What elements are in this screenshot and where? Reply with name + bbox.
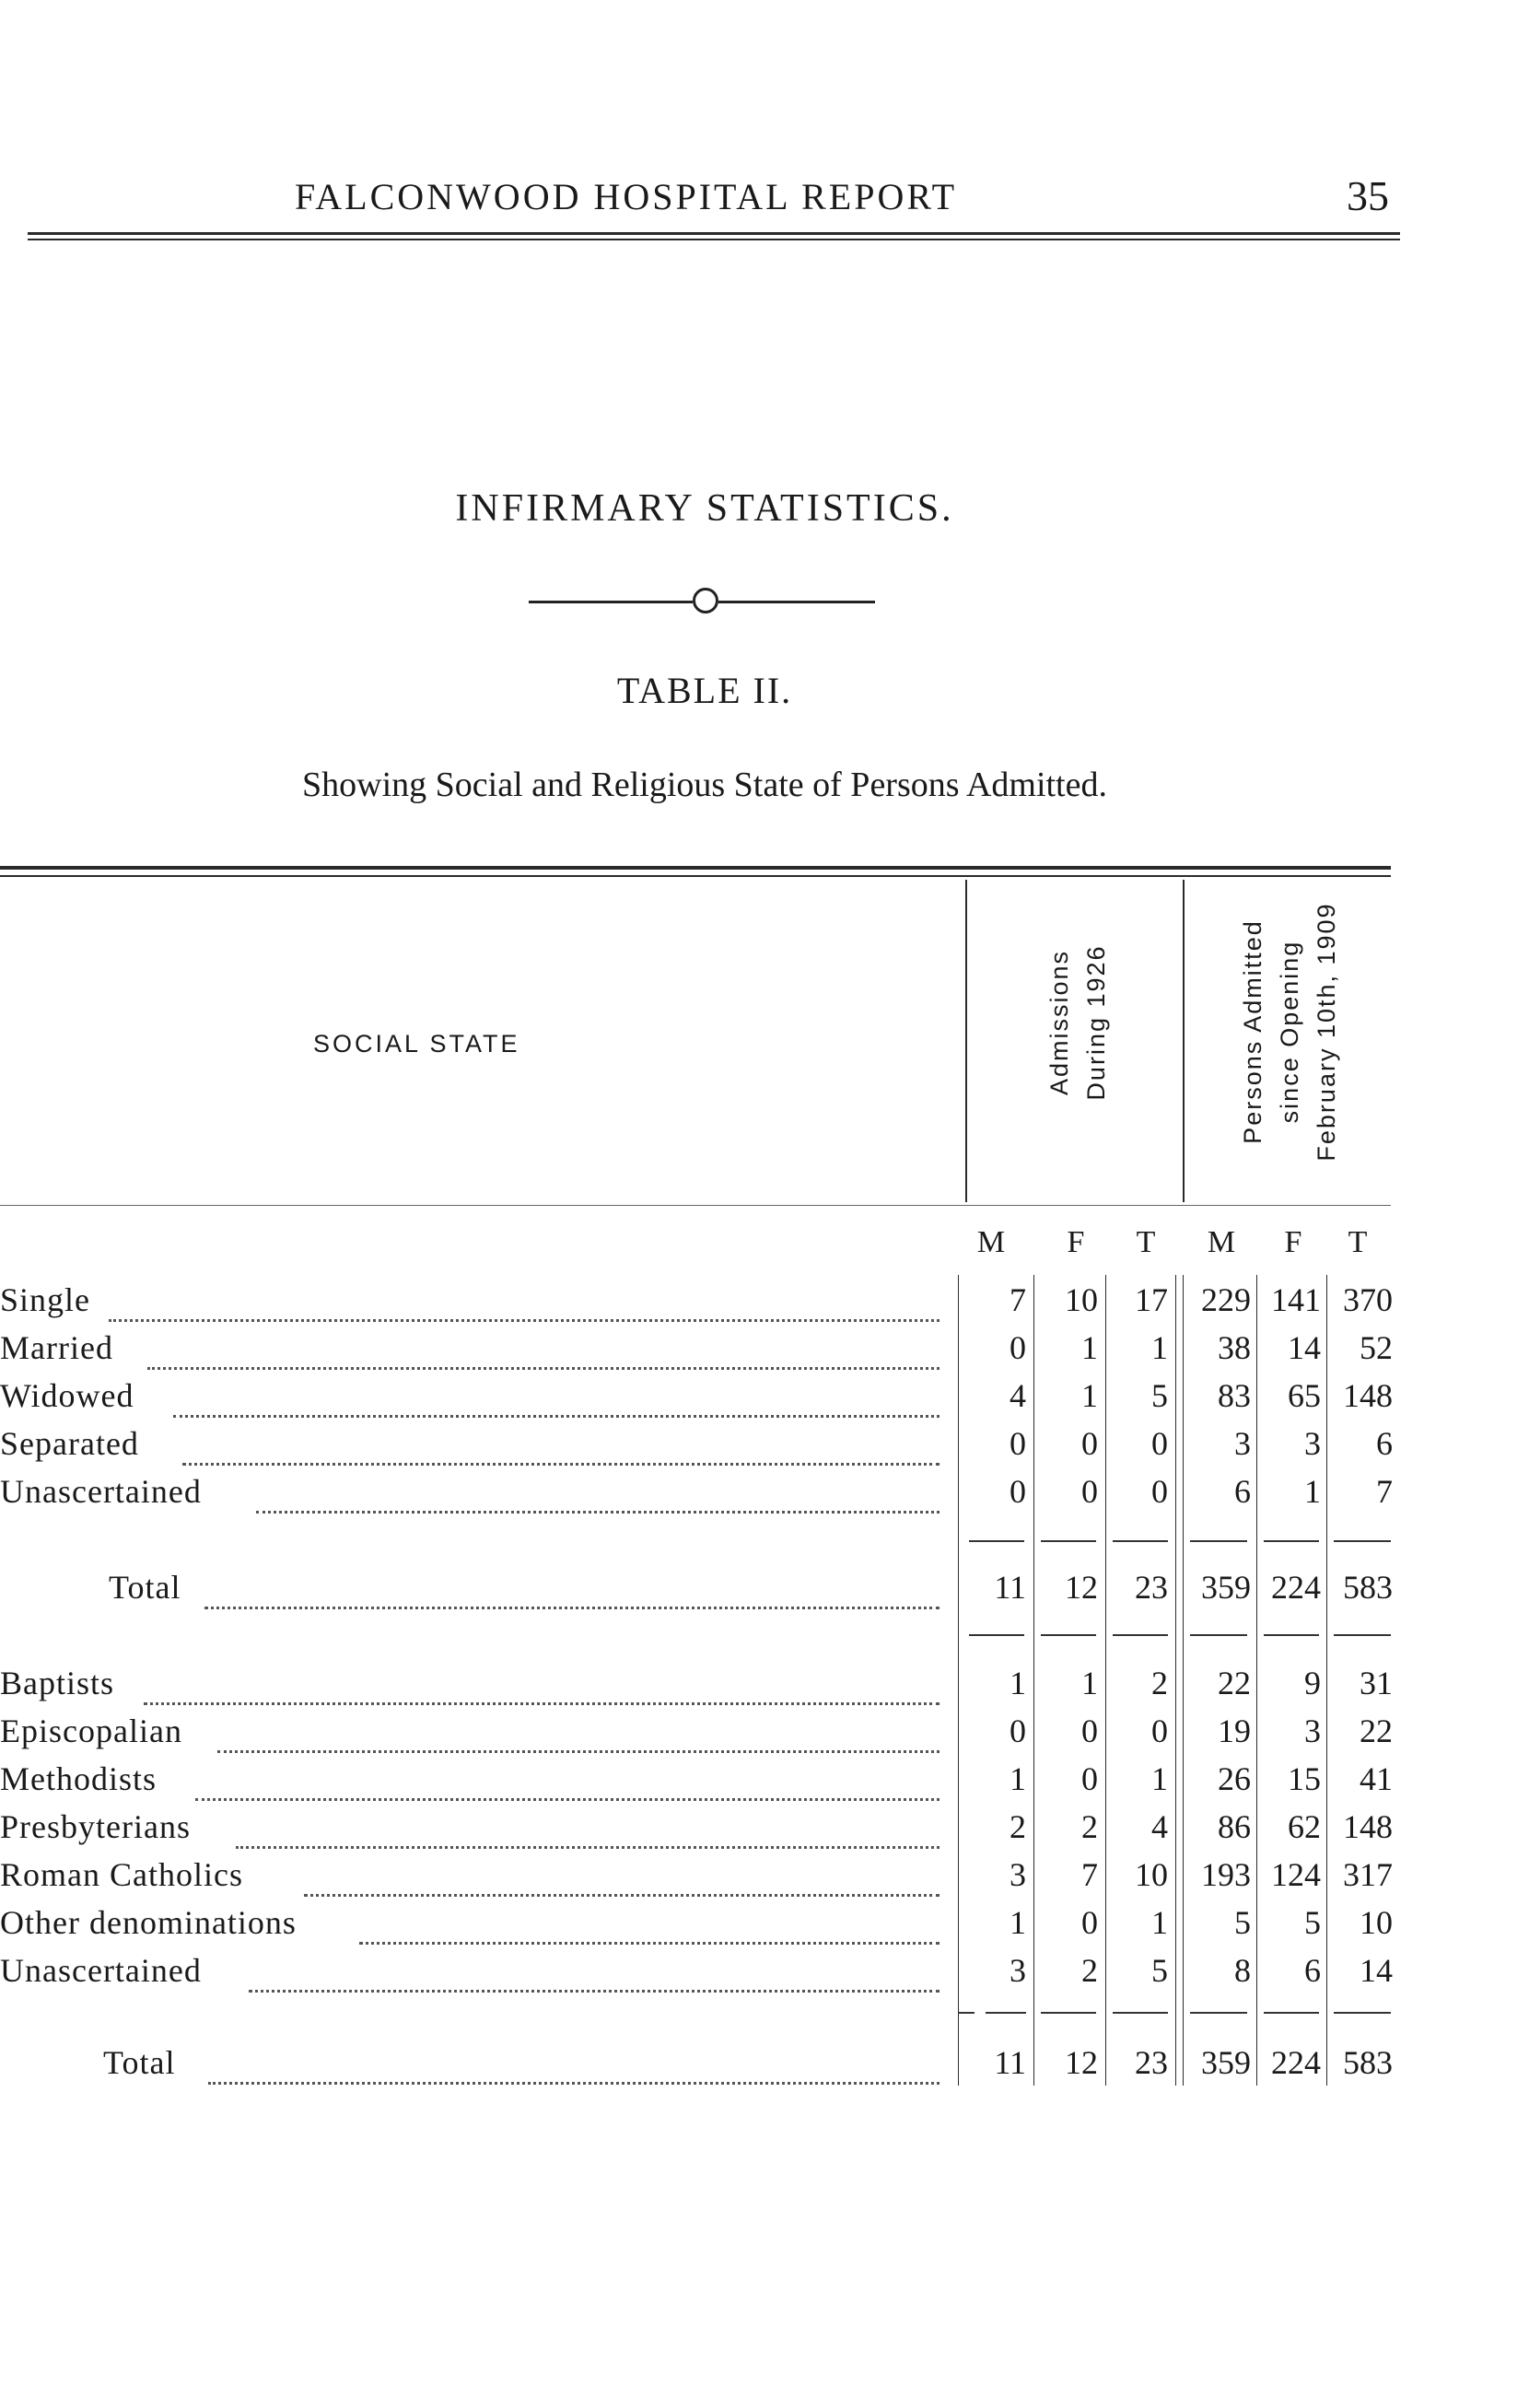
cell-t-1926: 4	[1151, 1808, 1168, 1845]
table-row	[0, 1472, 1529, 1520]
row-label: Other denominations	[0, 1904, 297, 1941]
cell-t-opening: 52	[1360, 1329, 1393, 1366]
section-title: INFIRMARY STATISTICS.	[455, 487, 954, 530]
cell-f-1926: 1	[1081, 1329, 1098, 1366]
subheader-f-1926: F	[1067, 1225, 1085, 1259]
cell-t-1926: 5	[1151, 1377, 1168, 1414]
cell-t-opening: 6	[1376, 1425, 1393, 1462]
row-label: Unascertained	[0, 1473, 202, 1510]
ornament-rule-left	[529, 601, 693, 603]
dot-leader	[173, 1382, 940, 1418]
cell-f-1926: 1	[1081, 1665, 1098, 1701]
cell-f-opening: 3	[1304, 1425, 1321, 1462]
header-rule-bottom	[28, 239, 1400, 240]
cell-t-1926: 0	[1151, 1425, 1168, 1462]
cell-f-1926: 0	[1081, 1712, 1098, 1749]
cell-t-opening: 7	[1376, 1473, 1393, 1510]
cell-f-1926: 0	[1081, 1904, 1098, 1941]
since-opening-heading-line-1: Persons Admitted	[1239, 919, 1266, 1144]
cell-t-1926: 10	[1135, 1856, 1168, 1893]
dot-leader	[147, 1334, 940, 1370]
row-label: Total	[103, 2044, 176, 2081]
dot-leader	[208, 2049, 940, 2085]
cell-t-opening: 41	[1360, 1760, 1393, 1797]
cell-f-1926: 10	[1065, 1281, 1098, 1318]
cell-f-1926: 7	[1081, 1856, 1098, 1893]
header-rule-top	[28, 232, 1400, 235]
admissions-heading-line-2: During 1926	[1082, 944, 1110, 1101]
table-row	[0, 1664, 1529, 1712]
row-label: Unascertained	[0, 1952, 202, 1989]
dot-leader	[217, 1717, 940, 1753]
table-row	[0, 1424, 1529, 1472]
subtotal-dash	[1113, 2012, 1168, 2014]
subtotal-dash	[1264, 1540, 1319, 1542]
subtotal-dash	[1041, 1540, 1096, 1542]
cell-t-opening: 14	[1360, 1952, 1393, 1989]
dot-leader	[256, 1478, 940, 1514]
subheader-f-opening: F	[1284, 1225, 1302, 1259]
cell-f-1926: 2	[1081, 1808, 1098, 1845]
cell-t-1926: 17	[1135, 1281, 1168, 1318]
cell-f-opening: 9	[1304, 1665, 1321, 1701]
table-row	[0, 1903, 1529, 1951]
cell-f-opening: 5	[1304, 1904, 1321, 1941]
cell-t-opening: 317	[1343, 1856, 1393, 1893]
subtotal-dash	[958, 2012, 975, 2014]
since-opening-heading	[1234, 875, 1345, 1188]
ornament-circle	[693, 588, 718, 614]
row-label: Married	[0, 1329, 113, 1366]
cell-t-opening: 10	[1360, 1904, 1393, 1941]
subheader-t-opening: T	[1348, 1225, 1368, 1259]
cell-t-1926: 1	[1151, 1760, 1168, 1797]
cell-m-opening: 359	[1201, 1569, 1251, 1606]
cell-t-opening: 22	[1360, 1712, 1393, 1749]
section-dash	[1113, 1634, 1168, 1636]
subtotal-dash	[1041, 2012, 1096, 2014]
total-row	[0, 2043, 1529, 2091]
table-row	[0, 1280, 1529, 1328]
cell-t-1926: 1	[1151, 1329, 1168, 1366]
cell-m-1926: 2	[1010, 1808, 1026, 1845]
table-subtitle: Showing Social and Religious State of Persons Admitted.	[302, 766, 1107, 804]
cell-m-opening: 3	[1234, 1425, 1251, 1462]
row-label: Single	[0, 1281, 91, 1318]
admissions-heading	[1041, 903, 1115, 1142]
cell-m-opening: 19	[1218, 1712, 1251, 1749]
dot-leader	[109, 1286, 940, 1322]
row-label: Methodists	[0, 1760, 158, 1797]
cell-f-opening: 141	[1271, 1281, 1321, 1318]
cell-m-1926: 1	[1010, 1665, 1026, 1701]
cell-f-opening: 124	[1271, 1856, 1321, 1893]
cell-f-1926: 12	[1065, 1569, 1098, 1606]
cell-m-1926: 3	[1010, 1952, 1026, 1989]
subtotal-dash	[1113, 1540, 1168, 1542]
cell-m-opening: 193	[1201, 1856, 1251, 1893]
header-divider-2	[1183, 880, 1185, 1202]
section-dash	[969, 1634, 1024, 1636]
dot-leader	[249, 1957, 940, 1993]
cell-m-1926: 1	[1010, 1760, 1026, 1797]
cell-f-opening: 62	[1288, 1808, 1321, 1845]
header-divider-1	[965, 880, 967, 1202]
since-opening-heading-line-3: February 10th, 1909	[1313, 902, 1340, 1162]
cell-m-1926: 0	[1010, 1712, 1026, 1749]
section-dash	[1264, 1634, 1319, 1636]
cell-m-1926: 1	[1010, 1904, 1026, 1941]
ornament-rule-right	[718, 601, 875, 603]
subheader-m-opening: M	[1207, 1225, 1236, 1259]
cell-m-opening: 229	[1201, 1281, 1251, 1318]
cell-t-opening: 31	[1360, 1665, 1393, 1701]
cell-f-opening: 224	[1271, 2044, 1321, 2081]
table-top-rule	[0, 866, 1391, 870]
cell-f-1926: 0	[1081, 1473, 1098, 1510]
cell-t-opening: 370	[1343, 1281, 1393, 1318]
subtotal-dash	[1334, 2012, 1391, 2014]
cell-f-1926: 0	[1081, 1425, 1098, 1462]
cell-t-opening: 148	[1343, 1377, 1393, 1414]
table-row	[0, 1328, 1529, 1376]
cell-m-opening: 22	[1218, 1665, 1251, 1701]
dot-leader	[204, 1573, 940, 1609]
dot-leader	[144, 1669, 940, 1705]
section-dash	[1190, 1634, 1247, 1636]
section-dash	[1041, 1634, 1096, 1636]
since-opening-heading-line-2: since Opening	[1276, 940, 1303, 1124]
row-label: Separated	[0, 1425, 139, 1462]
subheader-t-1926: T	[1136, 1225, 1156, 1259]
cell-m-1926: 11	[994, 2044, 1026, 2081]
total-row	[0, 1568, 1529, 1616]
subtotal-dash	[986, 2012, 1026, 2014]
cell-f-opening: 6	[1304, 1952, 1321, 1989]
cell-t-1926: 23	[1135, 1569, 1168, 1606]
subtotal-dash	[1190, 2012, 1247, 2014]
cell-t-opening: 148	[1343, 1808, 1393, 1845]
cell-m-1926: 0	[1010, 1425, 1026, 1462]
subtotal-dash	[1190, 1540, 1247, 1542]
section-dash	[1334, 1634, 1391, 1636]
cell-f-opening: 1	[1304, 1473, 1321, 1510]
cell-f-1926: 2	[1081, 1952, 1098, 1989]
running-header	[0, 172, 1529, 230]
row-label: Baptists	[0, 1665, 115, 1701]
cell-m-opening: 5	[1234, 1904, 1251, 1941]
cell-t-1926: 0	[1151, 1712, 1168, 1749]
cell-f-1926: 12	[1065, 2044, 1098, 2081]
dot-leader	[359, 1909, 940, 1945]
dot-leader	[304, 1861, 940, 1897]
cell-m-1926: 7	[1010, 1281, 1026, 1318]
table-top-rule-thin	[0, 875, 1391, 877]
cell-f-1926: 0	[1081, 1760, 1098, 1797]
table-row	[0, 1951, 1529, 1999]
cell-m-1926: 3	[1010, 1856, 1026, 1893]
cell-f-opening: 65	[1288, 1377, 1321, 1414]
cell-m-opening: 8	[1234, 1952, 1251, 1989]
admissions-heading-line-1: Admissions	[1045, 949, 1073, 1096]
cell-t-1926: 2	[1151, 1665, 1168, 1701]
cell-f-opening: 14	[1288, 1329, 1321, 1366]
cell-f-opening: 224	[1271, 1569, 1321, 1606]
subtotal-dash	[1334, 1540, 1391, 1542]
cell-m-1926: 0	[1010, 1329, 1026, 1366]
table-row	[0, 1759, 1529, 1807]
cell-m-opening: 26	[1218, 1760, 1251, 1797]
subtotal-dash	[1264, 2012, 1319, 2014]
cell-m-1926: 4	[1010, 1377, 1026, 1414]
cell-m-opening: 86	[1218, 1808, 1251, 1845]
row-label: Widowed	[0, 1377, 134, 1414]
subtotal-dash	[969, 1540, 1024, 1542]
cell-m-opening: 6	[1234, 1473, 1251, 1510]
row-label: Total	[109, 1569, 181, 1606]
subheader-m-1926: M	[976, 1225, 1006, 1259]
row-label: Roman Catholics	[0, 1856, 243, 1893]
cell-f-opening: 3	[1304, 1712, 1321, 1749]
page-number: 35	[1347, 172, 1389, 219]
cell-m-1926: 11	[994, 1569, 1026, 1606]
dot-leader	[236, 1813, 940, 1849]
cell-f-opening: 15	[1288, 1760, 1321, 1797]
cell-f-1926: 1	[1081, 1377, 1098, 1414]
dot-leader	[195, 1765, 940, 1801]
social-state-heading: SOCIAL STATE	[313, 1030, 520, 1058]
cell-m-opening: 38	[1218, 1329, 1251, 1366]
cell-t-1926: 1	[1151, 1904, 1168, 1941]
row-label: Episcopalian	[0, 1712, 182, 1749]
dot-leader	[182, 1430, 940, 1466]
table-row	[0, 1855, 1529, 1903]
cell-m-1926: 0	[1010, 1473, 1026, 1510]
cell-t-opening: 583	[1343, 1569, 1393, 1606]
table-row	[0, 1807, 1529, 1855]
cell-m-opening: 83	[1218, 1377, 1251, 1414]
header-bottom-rule	[0, 1205, 1391, 1206]
table-row	[0, 1712, 1529, 1759]
running-title: FALCONWOOD HOSPITAL REPORT	[295, 176, 958, 217]
table-row	[0, 1376, 1529, 1424]
cell-t-1926: 0	[1151, 1473, 1168, 1510]
cell-t-1926: 5	[1151, 1952, 1168, 1989]
cell-t-1926: 23	[1135, 2044, 1168, 2081]
row-label: Presbyterians	[0, 1808, 191, 1845]
cell-m-opening: 359	[1201, 2044, 1251, 2081]
cell-t-opening: 583	[1343, 2044, 1393, 2081]
table-label: TABLE II.	[616, 670, 793, 711]
